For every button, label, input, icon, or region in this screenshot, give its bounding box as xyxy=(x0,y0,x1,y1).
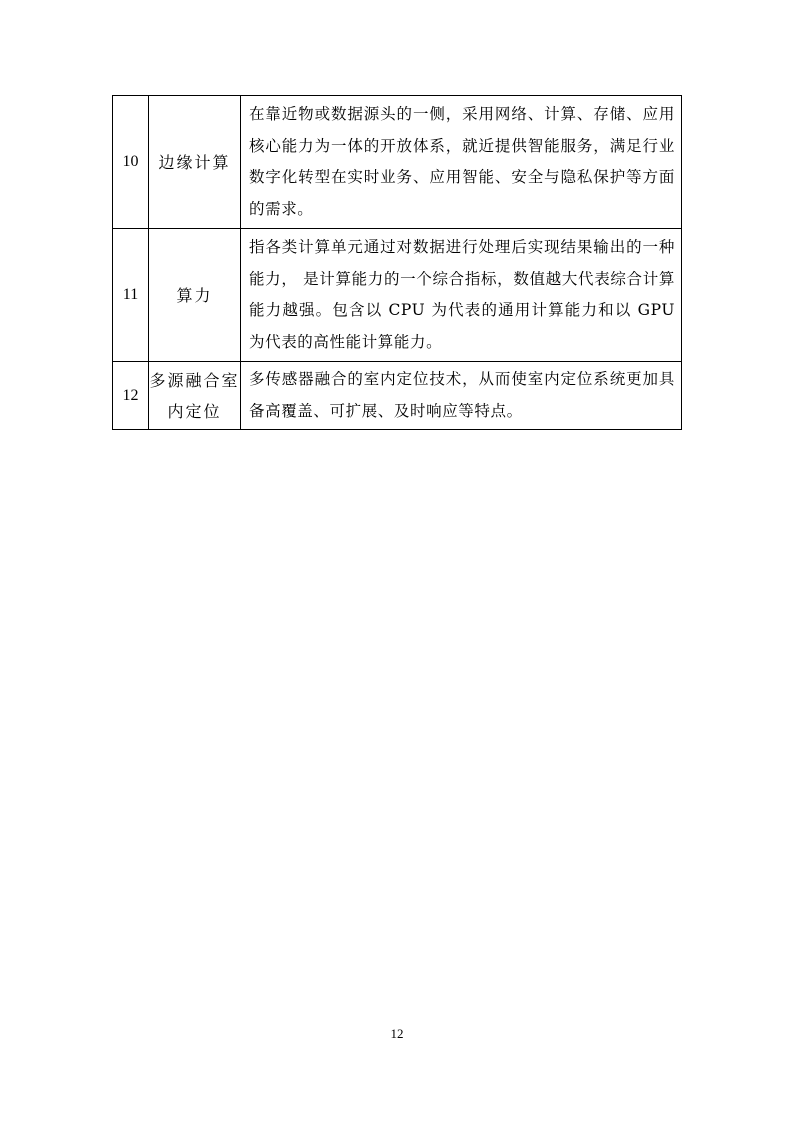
row-number: 12 xyxy=(113,362,149,430)
term-cell: 算力 xyxy=(149,229,241,362)
definition-cell: 在靠近物或数据源头的一侧，采用网络、计算、存储、应用核心能力为一体的开放体系，就近提供智能服务，满足行业数字化转型在实时业务、应用智能、安全与隐私保护等方面的需求。 xyxy=(241,96,682,229)
table-row xyxy=(113,229,682,362)
row-number: 10 xyxy=(113,96,149,229)
term-cell: 多源融合室内定位 xyxy=(149,362,241,430)
page-number: 12 xyxy=(390,1026,404,1041)
definition-cell: 多传感器融合的室内定位技术，从而使室内定位系统更加具备高覆盖、可扩展、及时响应等特点。 xyxy=(241,362,682,430)
row-number: 11 xyxy=(113,229,149,362)
term-cell: 边缘计算 xyxy=(149,96,241,229)
table-row xyxy=(113,362,682,430)
definition-cell: 指各类计算单元通过对数据进行处理后实现结果输出的一种能力， 是计算能力的一个综合指标，数值越大代表综合计算能力越强。包含以 CPU 为代表的通用计算能力和以 GPU 为代表的高性能计算能力。 xyxy=(241,229,682,362)
glossary-table xyxy=(112,95,682,430)
table-row xyxy=(113,96,682,229)
